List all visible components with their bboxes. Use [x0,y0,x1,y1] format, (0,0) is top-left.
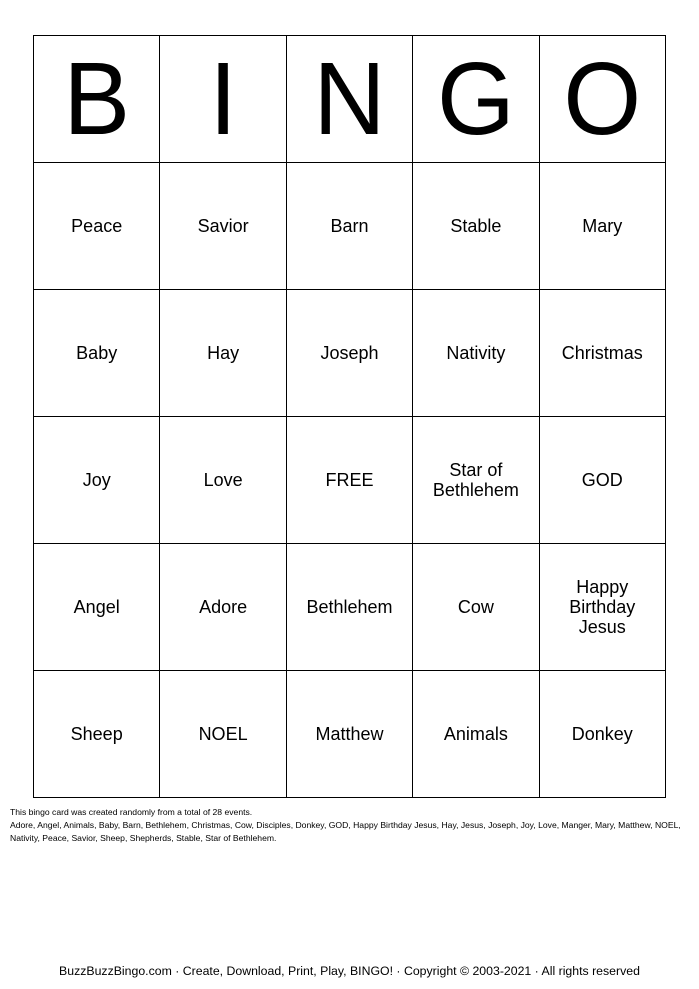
bingo-cell [160,417,286,544]
bingo-cell [539,544,665,671]
bingo-cell [539,163,665,290]
cell-text: NOEL [198,724,248,744]
bingo-cell [286,544,412,671]
cell-text: Peace [71,216,123,236]
cell-text: Mary [582,216,623,236]
bingo-cell [34,417,160,544]
cell-text: Joseph [320,343,379,363]
cell-text: Angel [73,597,120,617]
cell-text: Star of Bethlehem [432,460,519,500]
event-list: Adore, Angel, Animals, Baby, Barn, Bethlehem, Christmas, Cow, Disciples, Donkey, GOD, Happy Birthday Jesus, Hay, Jesus, Joseph, Joy, Love, Manger, Mary, Matthew, NOEL, Nativity, Peace, Savior, Sheep, Shepherds, Stable, Star of Bethlehem. [10,820,681,843]
card-info [10,806,690,845]
cell-text: GOD [581,470,623,490]
cell-text: Animals [443,724,508,744]
cell-text: Barn [330,216,369,236]
cell-text: Happy Birthday Jesus [569,577,636,637]
bingo-cell [160,544,286,671]
card-row [34,417,666,544]
bingo-cell [34,544,160,671]
bingo-cell [539,290,665,417]
cell-text: FREE [325,470,374,490]
bingo-cell [413,417,539,544]
bingo-cell [34,163,160,290]
card-row [34,290,666,417]
bingo-cell [34,671,160,798]
cell-text: Savior [197,216,249,236]
bingo-cell [539,417,665,544]
bingo-cell [160,290,286,417]
bingo-cell [539,671,665,798]
cell-text: Matthew [315,724,384,744]
cell-text: Donkey [571,724,633,744]
header-letter-o [539,36,665,163]
header-letter: I [209,41,237,157]
bingo-card [33,35,666,798]
bingo-cell [286,671,412,798]
cell-text: Christmas [561,343,643,363]
free-space-cell [286,417,412,544]
bingo-cell [413,163,539,290]
cell-text: Adore [199,597,248,617]
bingo-cell [413,290,539,417]
bingo-cell [286,290,412,417]
header-letter-b [34,36,160,163]
header-letter-g [413,36,539,163]
bingo-cell [160,163,286,290]
cell-text: Stable [450,216,502,236]
card-row [34,671,666,798]
cell-text: Baby [76,343,118,363]
bingo-cell [34,290,160,417]
cell-text: Cow [457,597,494,617]
bingo-cell [413,544,539,671]
card-row [34,544,666,671]
bingo-cell [413,671,539,798]
cell-text: Love [203,470,243,490]
header-letter-i [160,36,286,163]
header-letter: N [313,41,386,157]
cell-text: Nativity [446,343,506,363]
cell-text: Joy [82,470,111,490]
card-summary: This bingo card was created randomly from a total of 28 events. [10,807,253,817]
header-letter-n [286,36,412,163]
bingo-cell [286,163,412,290]
header-letter: G [436,41,515,157]
header-row [34,36,666,163]
header-letter: B [63,41,131,157]
cell-text: Bethlehem [306,597,393,617]
card-row [34,163,666,290]
bingo-cell [160,671,286,798]
site-footer: BuzzBuzzBingo.com · Create, Download, Print, Play, BINGO! · Copyright © 2003-2021 · All rights reserved [59,964,640,978]
cell-text: Hay [207,343,240,363]
cell-text: Sheep [70,724,123,744]
header-letter: O [563,41,642,157]
